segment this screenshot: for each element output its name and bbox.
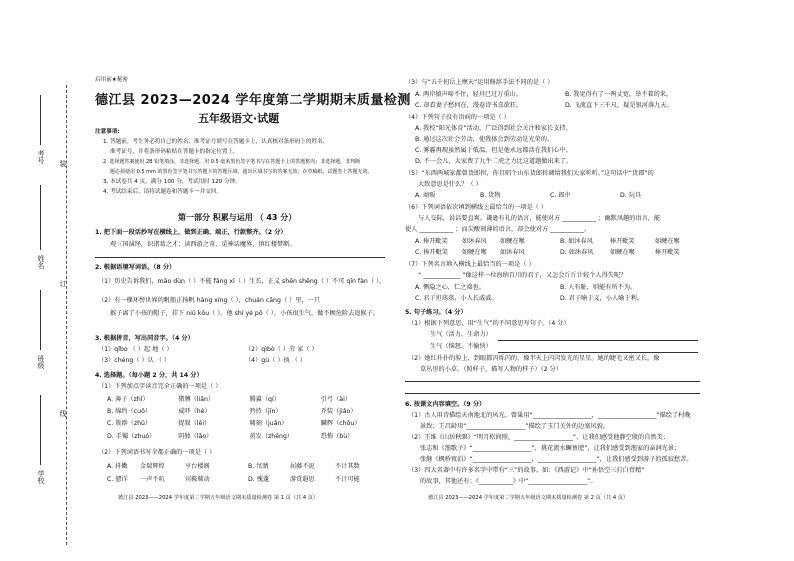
option-text: 捧开毗笑: [655, 249, 680, 256]
q3-item: （1）qǐbo （ ）起 地（ ）: [98, 346, 173, 353]
r5-stem: （7）下列名言填入横线上最恰当的一项是（ ）: [405, 261, 535, 268]
gutter-banji: 班级: [37, 355, 45, 369]
q1-text: 观三国演绎，识诸葛之才；读西游之奇，觅神话魔界，慎红楼梦断。: [110, 241, 296, 248]
option-text: 如鲠在喉: [462, 249, 487, 256]
q2-heading: 2. 根据语境写词语。（8 分）: [95, 264, 176, 271]
q5-heading: 5. 句子练习。（4 分）: [405, 309, 467, 316]
q6-2c: 张继《枫桥夜泊》“___________________，___________________”，让我们感受到游子的孤寂愁苦。: [420, 456, 693, 463]
option[interactable]: 捉叙（lěi）: [178, 420, 211, 428]
q6-3a: （3）四大名著中有许多名字中带有“三”的故事。如：《西游记》中“孙悟空三打白骨精”: [408, 467, 645, 474]
option[interactable]: A. 恻隐之心，仁之端也。: [415, 284, 485, 291]
r5-line1: “ ____________ ”像这样一位海纳百川的君子，又怎会斤斤计较个人得失呢？: [418, 272, 627, 279]
q5-1a: 生气（活力、生命力）: [430, 331, 492, 338]
q6-2a: （2）王维《山居秋暝》“明月松间照，___________________”，让我们感受他静空般的自然美；: [408, 434, 669, 441]
option[interactable]: B. 绵约（cuō）: [107, 408, 152, 416]
option[interactable]: 乔装（jiǎo）: [320, 408, 357, 416]
kaohao-line[interactable]: [40, 95, 41, 145]
option[interactable]: A. 商贩: [415, 192, 436, 199]
note-line: 2. 选择题答案使用 2B 铅笔填涂，非选择题，用 0.5 毫米黑色签字笔书写在答题卡上的答题框内；非选择题、非判断: [103, 159, 361, 165]
option-text: 游赏遐思: [290, 476, 315, 483]
option[interactable]: D. 不一会儿，大家费了九牛二虎之力比这道题做出来了。: [415, 158, 573, 165]
xuexiao-line[interactable]: [40, 395, 41, 465]
q3-heading: 3. 根据拼音，写出同音字。（4 分）: [95, 335, 194, 342]
option-text: 捧开毗笑: [610, 238, 635, 245]
option[interactable]: D. 飞流直下三千尺，疑是银河落九天。: [565, 102, 673, 109]
mark-zhuang: 装: [59, 160, 67, 167]
option[interactable]: A. 我校“阳光体育”活动，广泛得到社会关注和家长支持。: [415, 125, 572, 132]
part1-heading: 第一部分 积累与运用 （ 43 分）: [178, 213, 297, 222]
q5-1b: 生气（恼怒、不愉快）: [430, 343, 492, 350]
option[interactable]: D. 如沐春风: [560, 249, 594, 256]
option[interactable]: C. 君子坦荡荡，小人长戚戚。: [415, 295, 498, 302]
binding-line: [66, 85, 67, 545]
q5-2-answer-line[interactable]: [405, 381, 700, 382]
option[interactable]: B. 货物: [480, 192, 501, 199]
option-text: 如鲠在喉: [610, 249, 635, 256]
q5-1a-answer-line[interactable]: [498, 340, 698, 341]
r2-stem: （4）下列句子没有语病的一项是（ ）: [405, 114, 510, 121]
gutter-xuexiao: 学校: [37, 470, 45, 484]
option-text: 宾鞍肺动: [185, 476, 210, 483]
q5-1-stem: （1）根据下列意思，用“生气”的不同意思写句子。（4 分）: [408, 320, 570, 327]
option[interactable]: 恐怖（bù）: [320, 432, 354, 440]
option[interactable]: C. 戆详: [107, 476, 128, 483]
option[interactable]: B. 如沐春风: [560, 238, 593, 245]
q6-1a: （1）古人用诗描绘天南地北的风光。曾巢用“___________________，___________________”描绘了村晚: [408, 412, 691, 419]
gutter-kaohao: 考号: [37, 150, 45, 164]
r3-stem-cont: 大致意思是什么？（ ）: [418, 181, 482, 188]
option[interactable]: A. 抖擞: [107, 463, 128, 470]
option-text: 一声不吭: [140, 476, 165, 483]
option[interactable]: B. 我觉得有了一两丈宽，举不着的来。: [565, 91, 673, 98]
q2-line1: （1）历史告诉我们，māo dùn（ ）不能 fāng xī（ ）生长，正义 shēn shēng（ ）不可 qīn fàn（ ）。: [98, 278, 386, 285]
option-text: 如鲠在喉: [500, 238, 525, 245]
secret-mark: 启用前★秘密: [95, 77, 128, 83]
option[interactable]: C. 雾霾再现虽然属于低温，但是他永远都活在我们心中。: [415, 147, 572, 154]
q4-heading: 4. 选择题。（每小题 2 分，共 14 分）: [95, 372, 203, 379]
q5-2-answer-line[interactable]: [405, 393, 700, 394]
q5-2-stem-cont: 草丛里的小草。（照样子，描写人物的样子）（2 分）: [420, 366, 563, 373]
option-text: 屈藤不泥: [290, 463, 315, 470]
q4-2-stem: （2）下列词语书写全都正确的一项是（ ）: [98, 449, 216, 456]
q5-1b-answer-line[interactable]: [498, 352, 698, 353]
exam-title: 德江县 2023—2024 学年度第二学期期末质量检测: [95, 93, 411, 108]
q3-item: （2）qìbò（ ）劳 家（ ）: [245, 346, 318, 353]
option[interactable]: B. 人有耻，则能有所不为。: [560, 284, 637, 291]
xingming-line[interactable]: [40, 185, 41, 250]
r4-line1: 与人交际，说话要直爽。谦逊有礼的语言，能使对方 ___________ ；幽默风趣的语言，能: [418, 215, 661, 222]
q5-2-stem: （2）她红扑扑的脸上，到眼都闪烁闪的，像半天上闪闪发光的星星。她的睫毛又密又长，像: [408, 355, 660, 362]
option-text: 如沐春风: [500, 249, 525, 256]
option[interactable]: 威吓（hè）: [178, 408, 211, 416]
option[interactable]: 矜持（jīn）: [249, 408, 282, 416]
option-text: 不计可能: [335, 476, 360, 483]
q4-1-stem: （1）下列加点字读音完全正确的一项是（ ）: [98, 383, 222, 390]
option[interactable]: A. 捧开毗笑: [415, 238, 448, 245]
mark-ding: 订: [59, 280, 67, 287]
r4-stem: （6）下列词语依次填到横线上最恰当的一项是（ ）: [405, 204, 548, 211]
option[interactable]: D. 玩具: [620, 192, 642, 199]
option[interactable]: 麟辉（chōu）: [320, 420, 361, 428]
mark-xian: 线: [59, 410, 67, 417]
option[interactable]: 啸刻（juǎn）: [249, 420, 288, 428]
note-line: 准考证号，并将条形码粘贴在答题卡的指定位置上。: [110, 149, 239, 155]
option[interactable]: 猎膊（liǎn）: [178, 396, 215, 403]
q2-line2: （2）有一棵环髻世界的帆船正扬帆 hāng xíng（ ），chuán cāng（ ）里，一只: [98, 297, 320, 304]
footer-left: 德江县 2023——2024 学年度第二学期五年级语文期末质量检测卷 第 1 页（共 4 页）: [118, 495, 319, 501]
q6-1b: 景致；王昌龄用“___________________”描绘了玉门关外的边塞风貌。: [420, 423, 609, 430]
q6-2b: 张志和《渔歌子》“___________________”，挑花流水鳜鱼肥”，让我们感受到渔家的亲润光景；: [420, 445, 681, 452]
option[interactable]: B. 通过这次社会劳动，使我体会到劳动是光荣的。: [415, 136, 554, 143]
q4-1-options: [107, 397, 392, 440]
option-text: 如鲠在喉: [655, 238, 680, 245]
option[interactable]: 腾翼（qí）: [249, 396, 280, 403]
note-line: 题必须使用 0.5 mm 的黑色签字笔书写答题卡的答题区域，超出区域书写的答案无效；在草稿纸、试题卷上答题无效。: [110, 169, 373, 175]
q3-item: （4）gù（ ）执 （ ）: [245, 357, 306, 364]
option[interactable]: 阴独（lǎo）: [178, 432, 213, 440]
banji-line[interactable]: [40, 290, 41, 350]
option[interactable]: C. 捧开毗笑: [415, 249, 449, 256]
option-text: 如沐春风: [462, 238, 487, 245]
q1-answer-line[interactable]: [95, 257, 385, 258]
option[interactable]: C. 郎中: [550, 192, 571, 199]
footer-right: 德江县 2023——2024 学年度第二学期五年级语文期末质量检测卷 第 2 页（共 4 页）: [428, 495, 629, 501]
gutter-xingming: 姓名: [37, 255, 45, 269]
option[interactable]: C. 簇群（zhǔ）: [107, 420, 152, 428]
option-text: 不计其数: [335, 463, 360, 470]
option-text: 亨台楼阁: [185, 463, 210, 470]
r3-stem: （5）“东西两城家都曾货郎担，你且唱个山东货郎转调给我们大家听听。”这句话中“货郎”的: [405, 170, 654, 177]
option[interactable]: 黄发（zhēng）: [249, 432, 294, 440]
option-text: 金瑞辉煌: [140, 463, 165, 470]
option[interactable]: D. 愧蓬: [248, 476, 270, 483]
option[interactable]: B. 氘睛: [248, 463, 269, 470]
q6-3b: 的故事，其他还有：《___________》中“___________________”。: [420, 478, 597, 485]
option[interactable]: D. 手镯（zhuó）: [107, 432, 156, 440]
r4-line2: 使人 ___________ ；而尖酸刻薄的语言，却会使对方 ___________。: [405, 226, 591, 233]
q2-line3: 猴子离了小孩的帽子，挂下 niū kōu（ ）。他 shí yé pō（ ），小孩很生气，做不顾危险去追猴子。: [110, 310, 380, 317]
note-line: 4. 考试结束后，请将试题卷和答题卡一并交回。: [103, 189, 222, 195]
q6-heading: 6. 按课文内容填空。（9 分）: [405, 401, 486, 408]
r1-stem: （3）与“五千仞岳上摩天”运用修辞手法不同的是（ ）: [405, 79, 554, 86]
q3-item: （3）chéng（ ）认 （ ）: [98, 357, 171, 364]
option[interactable]: A. 薄子（zhǐ）: [107, 396, 149, 403]
option[interactable]: D. 君子喻于义，小人喻于利。: [560, 295, 643, 302]
q1-heading: 1. 把下面一段话抄写在横线上，做到正确、端正，行款整齐。（2 分）: [95, 229, 287, 236]
note-line: 3. 本试卷共 4 页，满分 100 分，考试用时 120 分钟。: [103, 179, 241, 185]
note-line: 1. 答题前，考生务必将自己的姓名、准考证号填写在答题卡上，认真核对条形码上的姓名、: [103, 139, 329, 145]
notes-title: 注意事项:: [95, 129, 120, 135]
option[interactable]: A. 两岸猿声啼不住，轻舟已过万重山。: [415, 91, 523, 98]
option[interactable]: C. 却看妻子愁何在，漫卷诗书喜欲狂。: [415, 102, 523, 109]
option[interactable]: 引弓（ài）: [320, 396, 352, 403]
exam-subtitle: 五年级语文·试题: [198, 112, 280, 125]
